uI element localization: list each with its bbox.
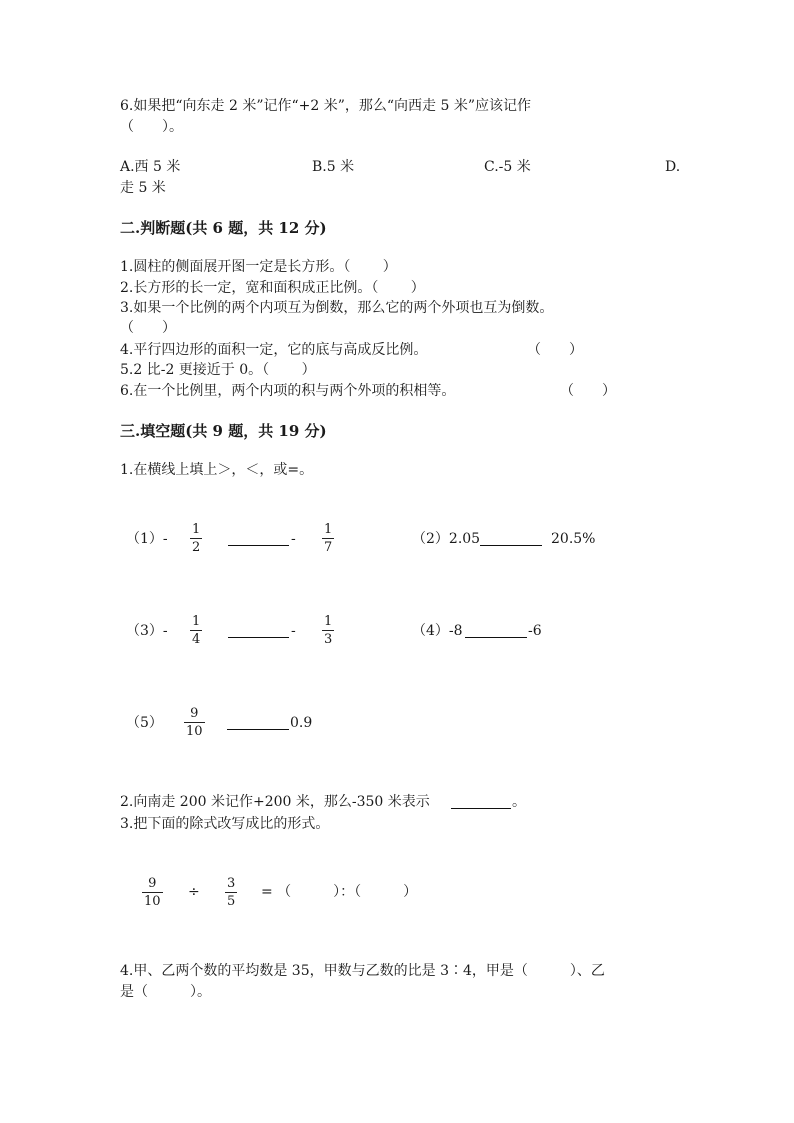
- q6-text-line2: （ ）。: [120, 119, 183, 135]
- fraction-bar: [190, 538, 202, 539]
- fraction-denominator: 5: [227, 894, 236, 909]
- answer-blank-5[interactable]: [227, 729, 289, 730]
- fraction-denominator: 4: [192, 632, 201, 647]
- section3-title: 三.填空题(共 9 题，共 19 分): [120, 422, 327, 440]
- fraction-denominator: 10: [144, 894, 161, 909]
- fraction-numerator: 9: [190, 706, 199, 721]
- s3-q1-p1-minus: -: [291, 531, 296, 547]
- fraction-1-4: [190, 614, 202, 647]
- s3-q3-prompt: 3.把下面的除式改写成比的形式。: [120, 816, 330, 832]
- answer-blank-2[interactable]: [480, 545, 542, 546]
- q6-option-a: A.西 5 米: [120, 159, 181, 175]
- fraction-bar: [225, 892, 237, 893]
- s3-q1-prompt: 1.在横线上填上＞，＜，或=。: [120, 462, 314, 478]
- fraction-numerator: 3: [227, 876, 236, 891]
- s3-q2-text: 2.向南走 200 米记作+200 米，那么-350 米表示: [120, 794, 430, 810]
- s3-q4-line1: 4.甲、乙两个数的平均数是 35，甲数与乙数的比是 3∶4，甲是（ ）、乙: [120, 963, 605, 979]
- fraction-1-7: [322, 522, 334, 555]
- fraction-1-3: [322, 614, 334, 647]
- fraction-denominator: 2: [192, 540, 201, 555]
- fraction-9-10-b: [142, 876, 163, 909]
- answer-blank-6[interactable]: [451, 808, 511, 809]
- s2-item-4-paren: （ ）: [527, 342, 583, 358]
- s3-q1-p2-text: （2）2.05: [412, 531, 481, 547]
- s3-q1-p4-text: （4）-8: [412, 623, 463, 639]
- fraction-denominator: 7: [324, 540, 333, 555]
- s3-q1-p2-tail: 20.5%: [551, 531, 596, 547]
- s3-q1-p1-label: （1）-: [126, 531, 168, 547]
- q6-option-d-cont: 走 5 米: [120, 180, 166, 196]
- s2-item-6: 6.在一个比例里，两个内项的积与两个外项的积相等。: [120, 383, 456, 399]
- fraction-numerator: 1: [324, 614, 333, 629]
- fraction-bar: [190, 630, 202, 631]
- s2-item-2: 2.长方形的长一定，宽和面积成正比例。（ ）: [120, 280, 425, 296]
- s3-q3-divide: ÷: [188, 884, 200, 900]
- answer-blank-3[interactable]: [228, 637, 289, 638]
- s3-q1-p4-tail: -6: [528, 623, 542, 639]
- answer-blank-1[interactable]: [228, 545, 289, 546]
- s2-item-6-paren: （ ）: [560, 383, 616, 399]
- q6-option-b: B.5 米: [312, 159, 355, 175]
- q6-text-line1: 6.如果把“向东走 2 米”记作“+2 米”，那么“向西走 5 米”应该记作: [120, 98, 532, 114]
- answer-blank-4[interactable]: [465, 637, 527, 638]
- fraction-denominator: 10: [186, 724, 203, 739]
- fraction-numerator: 1: [192, 522, 201, 537]
- fraction-bar: [322, 630, 334, 631]
- section2-title: 二.判断题(共 6 题，共 12 分): [120, 219, 327, 237]
- s3-q1-p5-tail: 0.9: [290, 715, 313, 731]
- fraction-numerator: 1: [324, 522, 333, 537]
- s2-item-3: 3.如果一个比例的两个内项互为倒数，那么它的两个外项也互为倒数。: [120, 300, 554, 316]
- s3-q3-ratio-answer: = （ ）：（ ）: [261, 884, 418, 900]
- s2-item-4: 4.平行四边形的面积一定，它的底与高成反比例。: [120, 342, 428, 358]
- s3-q1-p3-label: （3）-: [126, 623, 168, 639]
- fraction-numerator: 1: [192, 614, 201, 629]
- s3-q4-line2: 是（ ）。: [120, 984, 211, 1000]
- s2-item-1: 1.圆柱的侧面展开图一定是长方形。（ ）: [120, 259, 397, 275]
- s3-q1-p3-minus: -: [291, 623, 296, 639]
- fraction-denominator: 3: [324, 632, 333, 647]
- fraction-bar: [184, 722, 205, 723]
- fraction-9-10: [184, 706, 205, 739]
- s2-item-5: 5.2 比-2 更接近于 0。（ ）: [120, 362, 316, 378]
- s3-q1-p5-label: （5）: [126, 715, 163, 731]
- fraction-numerator: 9: [148, 876, 157, 891]
- fraction-bar: [322, 538, 334, 539]
- q6-option-d: D.: [665, 159, 681, 175]
- fraction-bar: [142, 892, 163, 893]
- q6-option-c: C.-5 米: [484, 159, 531, 175]
- s3-q2-end: 。: [512, 794, 526, 810]
- fraction-3-5: [225, 876, 237, 909]
- s2-item-3-paren: （ ）: [120, 320, 176, 336]
- fraction-1-2: [190, 522, 202, 555]
